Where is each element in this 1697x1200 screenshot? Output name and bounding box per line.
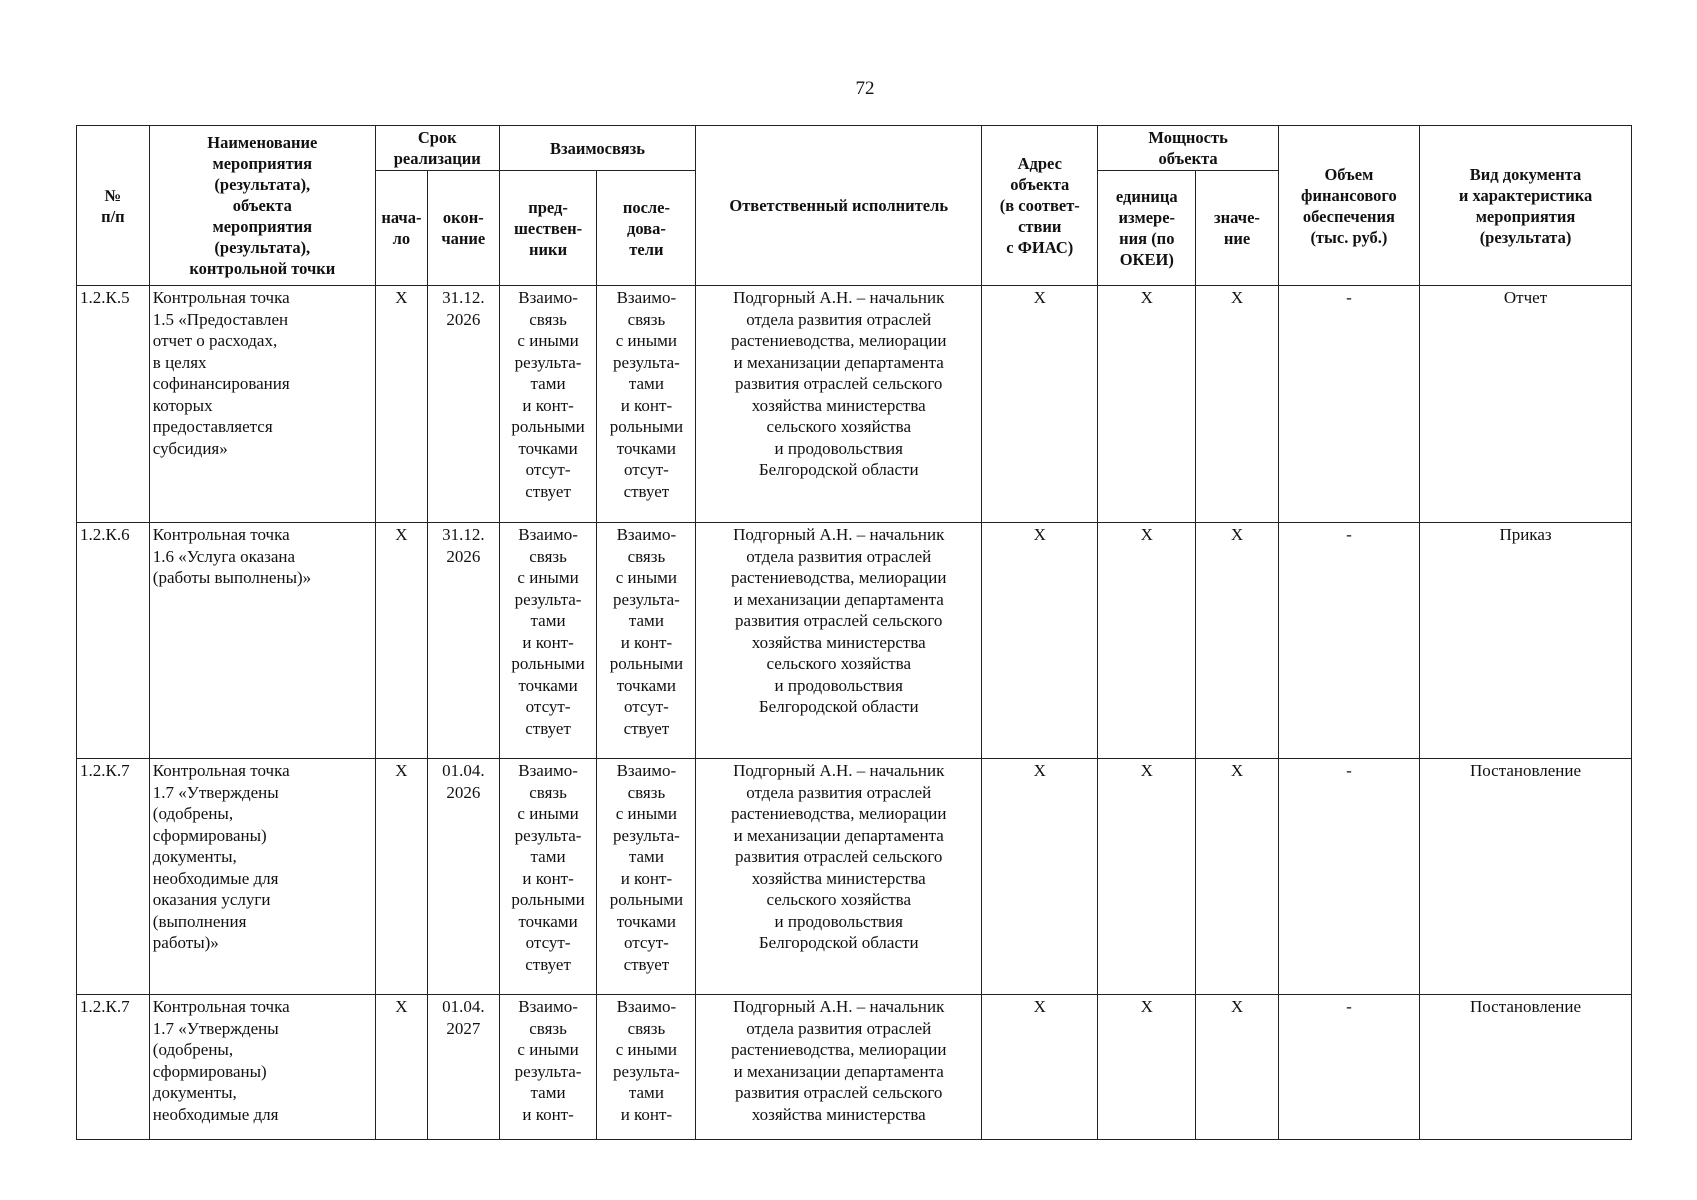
- header-unit: единица измере- ния (по ОКЕИ): [1098, 171, 1196, 286]
- row-address: Х: [982, 995, 1098, 1140]
- row-unit: Х: [1098, 286, 1196, 523]
- row-responsible: Подгорный А.Н. – начальник отдела развития отраслей растениеводства, мелиорации и механизации департамента развития отраслей сельского хозяйства министерства сельского хозяйства и продовольствия Белгородской области: [696, 286, 982, 523]
- plan-table: [76, 125, 1632, 1140]
- row-doc-type: Постановление: [1420, 995, 1632, 1140]
- row-pred: Взаимо- связь с иными результа- тами и конт-: [499, 995, 597, 1140]
- row-pred: Взаимо- связь с иными результа- тами и конт- рольными точками отсут- ствует: [499, 286, 597, 523]
- row-pred: Взаимо- связь с иными результа- тами и конт- рольными точками отсут- ствует: [499, 759, 597, 995]
- row-value: Х: [1196, 759, 1279, 995]
- header-name: Наименование мероприятия (результата), объекта мероприятия (результата), контрольной точки: [149, 126, 375, 286]
- row-finance: -: [1278, 523, 1419, 759]
- row-value: Х: [1196, 523, 1279, 759]
- row-responsible: Подгорный А.Н. – начальник отдела развития отраслей растениеводства, мелиорации и механизации департамента развития отраслей сельского хозяйства министерства сельского хозяйства и продовольствия Белгородской области: [696, 759, 982, 995]
- header-term: Срок реализации: [375, 126, 499, 171]
- row-unit: Х: [1098, 995, 1196, 1140]
- table-row: [77, 286, 1632, 523]
- row-num: 1.2.К.5: [77, 286, 150, 523]
- table-row: [77, 995, 1632, 1140]
- row-name: Контрольная точка 1.5 «Предоставлен отчет о расходах, в целях софинансирования которых предоставляется субсидия»: [149, 286, 375, 523]
- header-doc-type: Вид документа и характеристика мероприятия (результата): [1420, 126, 1632, 286]
- row-pred: Взаимо- связь с иными результа- тами и конт- рольными точками отсут- ствует: [499, 523, 597, 759]
- row-start: Х: [375, 523, 427, 759]
- header-num: № п/п: [77, 126, 150, 286]
- row-value: Х: [1196, 286, 1279, 523]
- row-responsible: Подгорный А.Н. – начальник отдела развития отраслей растениеводства, мелиорации и механизации департамента развития отраслей сельского хозяйства министерства сельского хозяйства и продовольствия Белгородской области: [696, 523, 982, 759]
- row-start: Х: [375, 995, 427, 1140]
- row-end: 01.04. 2027: [427, 995, 499, 1140]
- header-address: Адрес объекта (в соответ- ствии с ФИАС): [982, 126, 1098, 286]
- row-num: 1.2.К.6: [77, 523, 150, 759]
- row-unit: Х: [1098, 523, 1196, 759]
- row-finance: -: [1278, 286, 1419, 523]
- row-num: 1.2.К.7: [77, 995, 150, 1140]
- table-row: [77, 523, 1632, 759]
- row-succ: Взаимо- связь с иными результа- тами и конт- рольными точками отсут- ствует: [597, 286, 696, 523]
- row-name: Контрольная точка 1.7 «Утверждены (одобрены, сформированы) документы, необходимые для оказания услуги (выполнения работы)»: [149, 759, 375, 995]
- row-address: Х: [982, 286, 1098, 523]
- header-value: значе- ние: [1196, 171, 1279, 286]
- row-doc-type: Приказ: [1420, 523, 1632, 759]
- row-end: 31.12. 2026: [427, 286, 499, 523]
- header-responsible: Ответственный исполнитель: [696, 126, 982, 286]
- row-finance: -: [1278, 759, 1419, 995]
- row-address: Х: [982, 759, 1098, 995]
- header-end: окон- чание: [427, 171, 499, 286]
- row-responsible: Подгорный А.Н. – начальник отдела развития отраслей растениеводства, мелиорации и механизации департамента развития отраслей сельского хозяйства министерства: [696, 995, 982, 1140]
- row-end: 01.04. 2026: [427, 759, 499, 995]
- header-succ: после- дова- тели: [597, 171, 696, 286]
- row-unit: Х: [1098, 759, 1196, 995]
- row-doc-type: Постановление: [1420, 759, 1632, 995]
- row-succ: Взаимо- связь с иными результа- тами и конт-: [597, 995, 696, 1140]
- row-succ: Взаимо- связь с иными результа- тами и конт- рольными точками отсут- ствует: [597, 759, 696, 995]
- header-finance: Объем финансового обеспечения (тыс. руб.): [1278, 126, 1419, 286]
- row-start: Х: [375, 286, 427, 523]
- header-pred: пред- шествен- ники: [499, 171, 597, 286]
- table-row: [77, 759, 1632, 995]
- header-capacity: Мощность объекта: [1098, 126, 1278, 171]
- row-succ: Взаимо- связь с иными результа- тами и конт- рольными точками отсут- ствует: [597, 523, 696, 759]
- row-value: Х: [1196, 995, 1279, 1140]
- row-end: 31.12. 2026: [427, 523, 499, 759]
- row-start: Х: [375, 759, 427, 995]
- row-num: 1.2.К.7: [77, 759, 150, 995]
- header-start: нача- ло: [375, 171, 427, 286]
- header-relation: Взаимосвязь: [499, 126, 696, 171]
- row-finance: -: [1278, 995, 1419, 1140]
- row-address: Х: [982, 523, 1098, 759]
- row-doc-type: Отчет: [1420, 286, 1632, 523]
- page-number: 72: [855, 78, 875, 99]
- row-name: Контрольная точка 1.7 «Утверждены (одобрены, сформированы) документы, необходимые для: [149, 995, 375, 1140]
- row-name: Контрольная точка 1.6 «Услуга оказана (работы выполнены)»: [149, 523, 375, 759]
